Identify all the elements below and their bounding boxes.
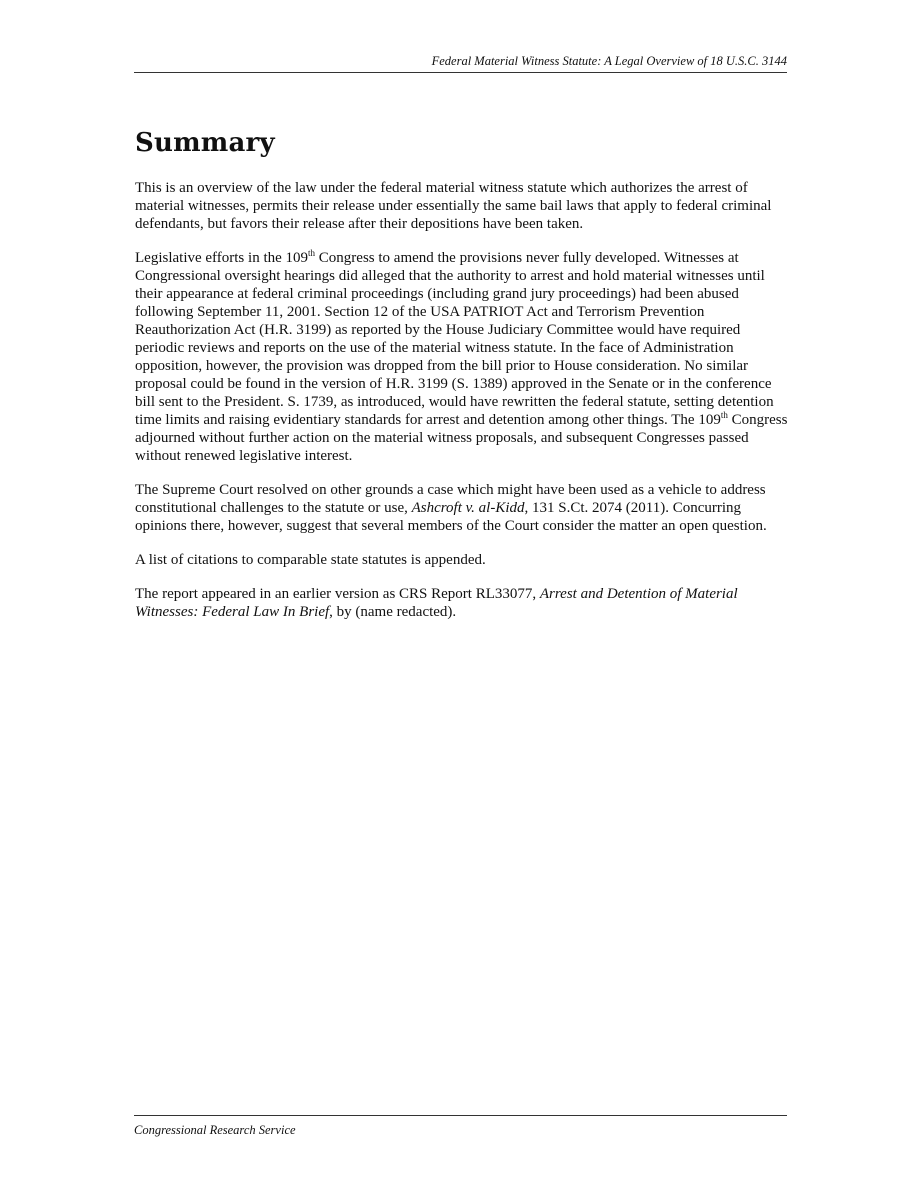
section-heading: Summary [135, 128, 275, 158]
paragraph-2-text-c: Congress adjourned without further action on the material witness proposals, and subsequent Congresses passed without renewed legislative interest. [135, 412, 788, 464]
summary-paragraph-4: A list of citations to comparable state statutes is appended. [135, 552, 486, 568]
paragraph-2-text-a: Legislative efforts in the 109 [135, 250, 309, 266]
report-title: Arrest and Detention of Material Witnesses: Federal Law In Brief [135, 586, 738, 620]
paragraph-3-text-a: The Supreme Court resolved on other grounds a case which might have been used as a vehicle to address constitutional challenges to the statute or use, [135, 482, 766, 516]
case-citation: Ashcroft v. al-Kidd [411, 500, 525, 516]
paragraph-5-text-a: The report appeared in an earlier version as CRS Report RL33077, [135, 586, 540, 602]
footer-organization: Congressional Research Service [134, 1123, 296, 1137]
ordinal-suffix: th [720, 410, 728, 420]
running-footer [134, 1115, 787, 1139]
summary-paragraph-5 [135, 585, 790, 621]
paragraph-2-text-b: Congress to amend the provisions never fully developed. Witnesses at Congressional oversight hearings did alleged that the authority to arrest and hold material witnesses until their appearance at federal criminal proceedings (including grand jury proceedings) had been abused following September 11, 2001. Section 12 of the USA PATRIOT Act and Terrorism Prevention Reauthorization Act (H.R. 3199) as reported by the House Judiciary Committee would have required periodic reviews and reports on the use of the material witness statute. In the face of Administration opposition, however, the provision was dropped from the bill prior to House consideration. No similar proposal could be found in the version of H.R. 3199 (S. 1389) approved in the Senate or in the conference bill sent to the President. S. 1739, as introduced, would have rewritten the federal statute, setting detention time limits and raising evidentiary standards for arrest and detention among other things. The 109 [135, 250, 774, 428]
ordinal-suffix: th [308, 248, 316, 258]
running-header-title: Federal Material Witness Statute: A Legal Overview of 18 U.S.C. 3144 [431, 54, 787, 68]
running-header [134, 52, 787, 73]
paragraph-3-text-b: , 131 S.Ct. 2074 (2011). Concurring opinions there, however, suggest that several members of the Court consider the matter an open question. [135, 500, 767, 534]
paragraph-5-text-b: , by (name redacted). [329, 604, 457, 620]
page-body [135, 125, 790, 637]
summary-paragraph-2 [135, 249, 790, 465]
summary-paragraph-1: This is an overview of the law under the federal material witness statute which authorizes the arrest of material witnesses, permits their release under essentially the same bail laws that apply to federal criminal defendants, but favors their release after their depositions have been taken. [135, 180, 772, 232]
summary-paragraph-3 [135, 481, 790, 535]
